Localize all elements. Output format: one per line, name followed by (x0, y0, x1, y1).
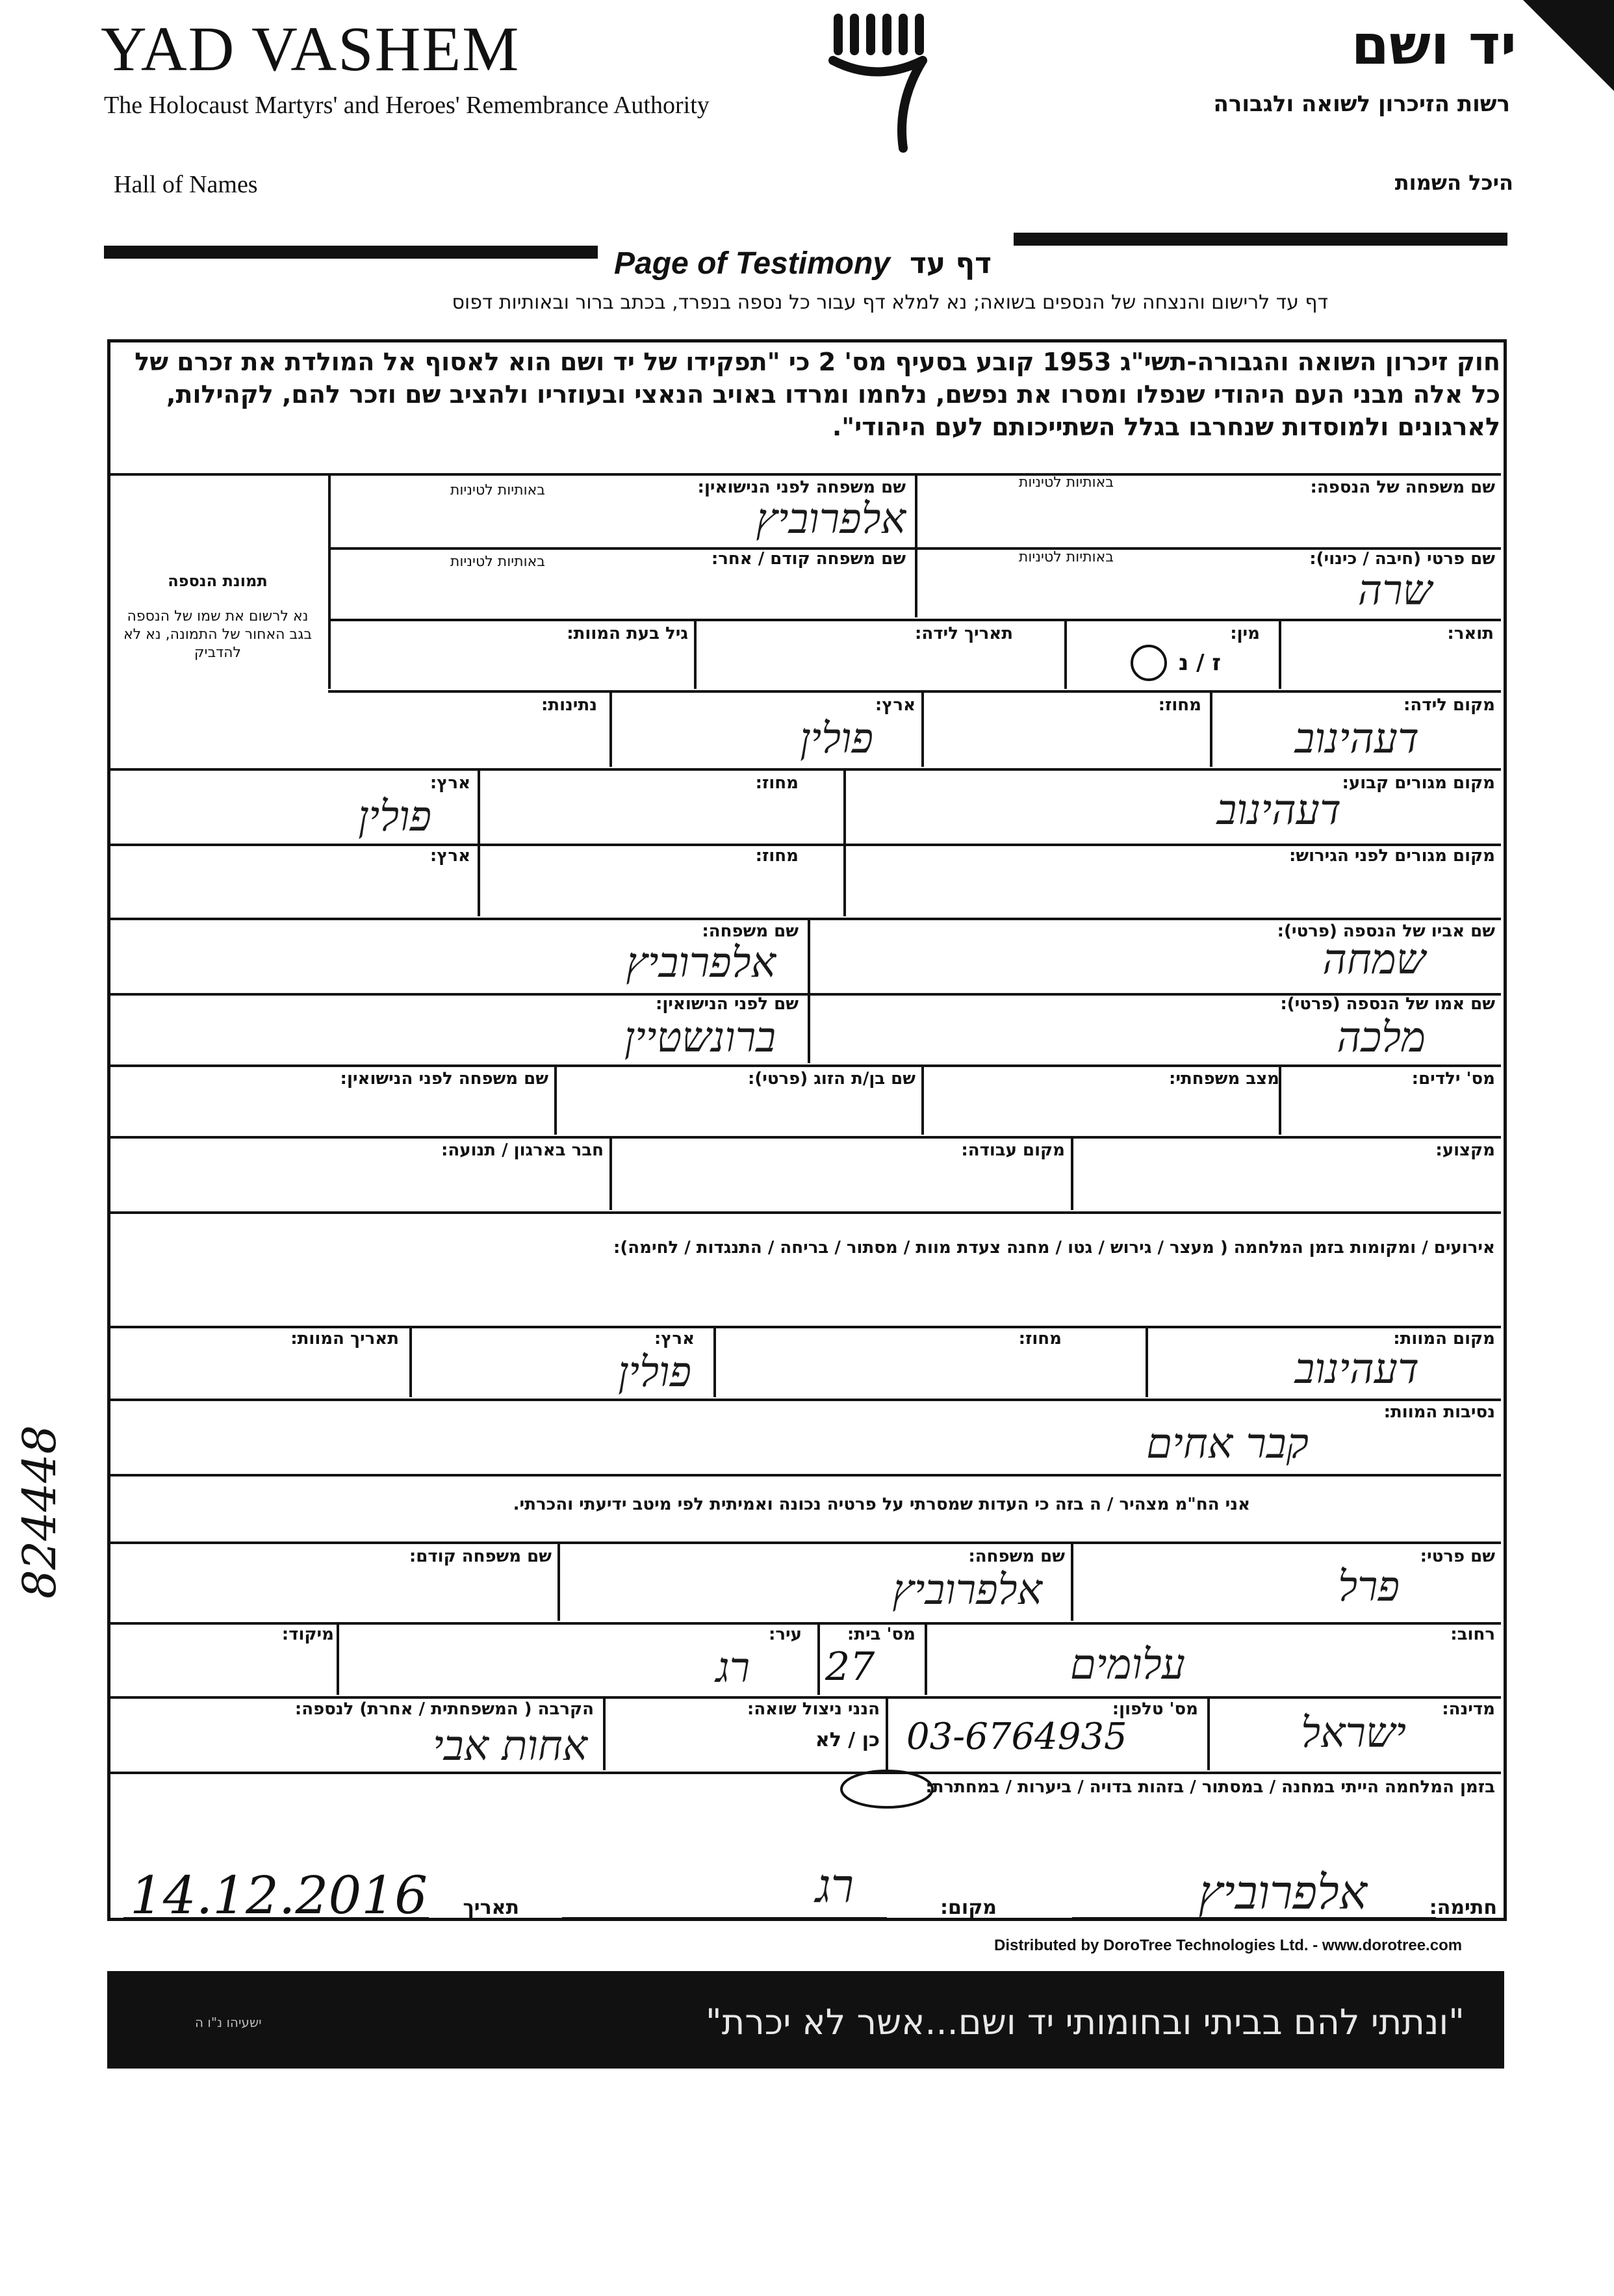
cell-divider (1207, 1697, 1210, 1770)
street-label: רחוב: (1450, 1625, 1495, 1644)
death-country-value[interactable]: פולין (618, 1348, 691, 1397)
district-label: מחוז: (1158, 695, 1201, 715)
birthplace-value[interactable]: דעהינוב (1294, 715, 1419, 763)
submitter-given-name-value[interactable]: פרל (1338, 1563, 1400, 1611)
submitter-prev-surname-label: שם משפחה קודם: (409, 1547, 552, 1566)
latin-note: באותיות לטיניות (1018, 549, 1114, 565)
residence-country-label: ארץ: (429, 773, 470, 793)
row-divider (110, 1696, 1501, 1699)
org-name-he: יד ושם (1351, 13, 1517, 77)
row-divider (110, 1326, 1501, 1328)
submitter-country-label: מדינה: (1442, 1699, 1495, 1719)
gender-label: מין: (1230, 624, 1260, 643)
declaration: אני הח"מ מצהיר / ה בזה כי העדות שמסרתי על פרטיה נכונה ואמיתית לפי מיטב ידיעתי והכרתי. (513, 1495, 1250, 1514)
organization-label: חבר בארגון / תנועה: (441, 1141, 604, 1160)
cell-divider (1146, 1327, 1148, 1397)
wartime-status-label: בזמן המלחמה הייתי במחנה / במסתור / בזהות בדויה / ביערות / במחתרת: (925, 1777, 1495, 1797)
page-title-en: Page of Testimony (614, 246, 890, 281)
yad-vashem-logo (825, 12, 936, 155)
gender-options[interactable]: ז / נ (1178, 650, 1221, 676)
cell-divider (843, 769, 846, 916)
marital-label: מצב משפחתי: (1168, 1069, 1279, 1089)
mother-name-value[interactable]: מלכה (1337, 1014, 1426, 1062)
gender-selection-circle (1129, 643, 1168, 682)
relation-label: הקרבה ( המשפחתית / אחרת) לנספה: (294, 1699, 594, 1719)
workplace-label: מקום עבודה: (961, 1141, 1065, 1160)
row-divider (110, 1541, 1501, 1544)
father-name-value[interactable]: שמחה (1322, 936, 1426, 984)
cell-divider (478, 769, 480, 916)
wartime-selection-circle (838, 1766, 936, 1812)
children-label: מס' ילדים: (1411, 1069, 1495, 1089)
father-surname-label: שם משפחה: (702, 922, 799, 941)
death-circumstances-label: נסיבות המוות: (1383, 1402, 1495, 1422)
given-name-label: שם פרטי (חיבה / כינוי): (1309, 549, 1495, 569)
given-name-value[interactable]: שרה (1357, 567, 1432, 615)
birthplace-label: מקום לידה: (1403, 695, 1495, 715)
submitter-surname-value[interactable]: אלפרוביץ (892, 1566, 1042, 1614)
dob-label: תאריך לידה: (915, 624, 1013, 643)
cell-divider (409, 1327, 412, 1397)
prev-surname-label: שם משפחה קודם / אחר: (711, 549, 906, 569)
cell-divider (694, 620, 697, 689)
latin-note: באותיות לטיניות (1018, 474, 1114, 491)
side-archive-number: 824448 (13, 1425, 66, 1599)
photo-box-title: תמונת הנספה (168, 572, 268, 590)
authority-en: The Holocaust Martyrs' and Heroes' Remembrance Authority (104, 92, 710, 119)
death-district-label: מחוז: (1018, 1329, 1062, 1348)
page-title-he: דף עד (910, 247, 992, 280)
row-divider (110, 1064, 1501, 1067)
mother-maiden-value[interactable]: ברונשטיין (624, 1014, 776, 1062)
cell-divider (1279, 620, 1281, 689)
cell-divider (921, 1066, 924, 1135)
submitter-country-value[interactable]: ישראל (1301, 1709, 1406, 1757)
city-label: עיר: (768, 1625, 802, 1644)
org-name-en: YAD VASHEM (101, 14, 520, 84)
banner-reference: ישעיהו נ"ו ה (195, 2015, 262, 2030)
cell-divider (886, 1697, 888, 1770)
latin-note: באותיות לטיניות (450, 554, 545, 570)
street-value[interactable]: עלומים (1070, 1641, 1185, 1689)
profession-label: מקצוע: (1435, 1141, 1495, 1160)
submitter-given-name-label: שם פרטי: (1420, 1547, 1495, 1566)
residence-country-value[interactable]: פולין (358, 793, 431, 841)
country-label: ארץ: (875, 695, 916, 715)
signature-value[interactable]: אלפרוביץ (1198, 1865, 1367, 1920)
cell-divider (925, 1623, 927, 1695)
title-bar-right (1014, 233, 1507, 246)
law-text-line-1: חוק זיכרון השואה והגבורה-תשי"ג 1953 קובע בסעיף מס' 2 כי "תפקידו של יד ושם הוא לאסוף אל המולדת את זכרם של (134, 348, 1500, 376)
row-divider (110, 768, 1501, 771)
photo-box-divider (328, 474, 331, 689)
date-value[interactable]: 14.12.2016 (130, 1865, 428, 1926)
hall-of-names-he: היכל השמות (1394, 170, 1513, 195)
cell-divider (603, 1697, 606, 1770)
row-divider (328, 690, 1501, 693)
surname-before-marriage-label: שם משפחה לפני הנישואין: (697, 478, 906, 497)
residence-value[interactable]: דעהינוב (1216, 786, 1341, 834)
victim-surname-label: שם משפחה של הנספה: (1310, 478, 1495, 497)
distributed-by: Distributed by DoroTree Technologies Ltd. - www.dorotree.com (994, 1937, 1463, 1954)
city-value[interactable]: רג (715, 1644, 750, 1692)
phone-label: מס' טלפון: (1112, 1699, 1198, 1719)
mother-name-label: שם אמו של הנספה (פרטי): (1280, 994, 1495, 1014)
law-text-divider (110, 473, 1501, 476)
cell-divider (554, 1066, 557, 1135)
death-circumstances-value[interactable]: קבר אחים (1146, 1420, 1309, 1468)
age-label: גיל בעת המוות: (567, 624, 688, 643)
place-label: מקום: (940, 1896, 997, 1919)
residence-district-label: מחוז: (755, 773, 799, 793)
cell-divider (808, 919, 810, 1063)
latin-note: באותיות לטיניות (450, 482, 545, 498)
corner-fold (1523, 0, 1614, 91)
place-value[interactable]: רג (815, 1859, 854, 1913)
instructions: דף עד לרישום והנצחה של הנספים בשואה; נא למלא דף עבור כל נספה בנפרד, בכתב ברור ובאותיות דפוס (452, 291, 1328, 314)
relation-value[interactable]: אחות אבי (432, 1722, 587, 1770)
title-label: תואר: (1447, 624, 1494, 643)
signature-label: חתימה: (1429, 1896, 1497, 1919)
spouse-label: שם בן/ת הזוג (פרטי): (747, 1069, 916, 1089)
cell-divider (817, 1623, 820, 1695)
cell-divider (915, 474, 917, 617)
cell-divider (337, 1623, 339, 1695)
row-divider (110, 1474, 1501, 1477)
nationality-label: נתינות: (541, 695, 597, 715)
cell-divider (1064, 620, 1067, 689)
cell-divider (1210, 691, 1212, 767)
father-name-label: שם אביו של הנספה (פרטי): (1277, 922, 1495, 941)
title-bar-left (104, 246, 598, 259)
mother-maiden-label: שם לפני הנישואין: (655, 994, 799, 1014)
row-divider (110, 1772, 1501, 1774)
row-divider (110, 918, 1501, 920)
row-divider (110, 1136, 1501, 1139)
cell-divider (609, 691, 612, 767)
cell-divider (557, 1543, 560, 1621)
deportation-district-label: מחוז: (755, 846, 799, 866)
hall-of-names-en: Hall of Names (114, 171, 258, 198)
photo-box-note: נא לרשום את שמו של הנספה בגב האחור של התמונה, נא לא להדביק (123, 608, 313, 661)
birth-country-value[interactable]: פולין (800, 715, 873, 763)
deportation-residence-label: מקום מגורים לפני הגירוש: (1288, 846, 1495, 866)
death-date-label: תאריך המוות: (290, 1329, 399, 1348)
law-text-line-2: כל אלה מבני העם היהודי שנפלו ומסרו את נפשם, נלחמו ומרדו באויב הנאצי ובעוזריו ולהציב שם וזכר להם, לקהילות, (166, 380, 1500, 409)
residence-label: מקום מגורים קבוע: (1342, 773, 1495, 793)
banner-quote: "ונתתי להם בביתי ובחומותי יד ושם...אשר לא יכרת" (705, 2002, 1465, 2043)
death-country-label: ארץ: (654, 1329, 695, 1348)
cell-divider (1071, 1543, 1073, 1621)
cell-divider (713, 1327, 716, 1397)
row-divider (110, 1211, 1501, 1214)
row-divider (110, 1399, 1501, 1401)
survivor-value[interactable]: כן / לא (815, 1729, 880, 1751)
phone-value[interactable]: 03-6764935 (906, 1716, 1127, 1758)
place-line (562, 1917, 887, 1919)
survivor-label: הנני ניצול שואה: (747, 1699, 880, 1719)
wartime-events-label: אירועים / ומקומות בזמן המלחמה ( מעצר / גירוש / גטו / מחנה צעדת מוות / מסתור / בריחה / התנגדות / לחימה): (613, 1238, 1495, 1258)
submitter-surname-label: שם משפחה: (968, 1547, 1065, 1566)
spouse-maiden-label: שם משפחה לפני הנישואין: (340, 1069, 548, 1089)
death-place-label: מקום המוות: (1393, 1329, 1495, 1348)
authority-he: רשות הזיכרון לשואה ולגבורה (1213, 91, 1510, 117)
cell-divider (609, 1137, 612, 1210)
house-number-label: מס' בית: (847, 1625, 916, 1644)
date-label: תאריך (463, 1896, 519, 1919)
cell-divider (921, 691, 924, 767)
father-surname-value[interactable]: אלפרוביץ (626, 939, 776, 987)
surname-before-marriage-value[interactable]: אלפרוביץ (756, 495, 906, 543)
cell-divider (1071, 1137, 1073, 1210)
deportation-country-label: ארץ: (429, 846, 470, 866)
death-place-value[interactable]: דעהינוב (1294, 1345, 1419, 1393)
house-number-value[interactable]: 27 (825, 1644, 875, 1690)
zip-label: מיקוד: (281, 1625, 334, 1644)
law-text-line-3: לארגונים ולמוסדות שנחרבו בגלל השתייכותם לעם היהודי". (832, 413, 1500, 441)
row-divider (328, 619, 1501, 621)
